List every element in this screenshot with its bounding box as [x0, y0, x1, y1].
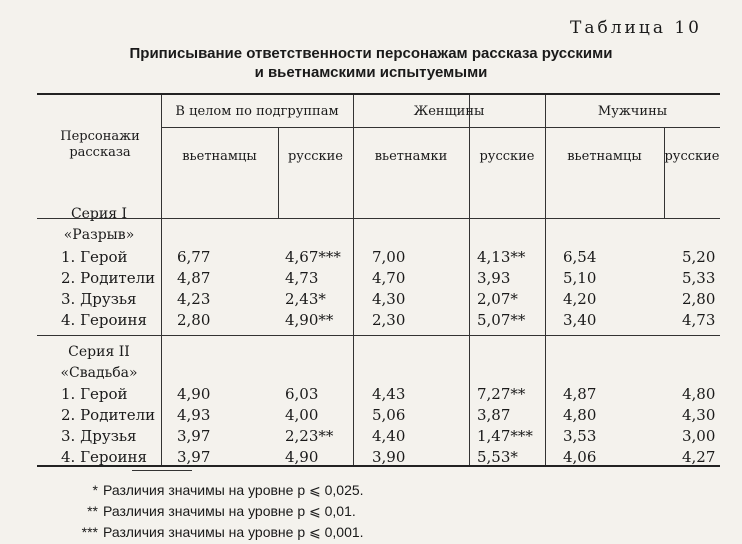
table-cell: 2,80: [682, 290, 716, 308]
table-cell: 5,33: [682, 269, 716, 287]
table-cell: 4,23: [177, 290, 211, 308]
table-cell: 4,20: [563, 290, 597, 308]
table-cell: 3,00: [682, 427, 716, 445]
subcol-header: русские: [664, 149, 720, 164]
footnote-mark: *: [92, 482, 98, 498]
table-cell: 5,53*: [477, 448, 518, 466]
caption-line-1: Приписывание ответственности персонажам рассказа русскими: [129, 45, 613, 62]
table-cell: 4,90: [285, 448, 319, 466]
table-row: [37, 269, 720, 288]
table-cell: 6,77: [177, 248, 211, 266]
table-row: [37, 311, 720, 330]
table-cell: 5,10: [563, 269, 597, 287]
group-header-total: В целом по подгруппам: [175, 104, 339, 119]
footnote-divider: [132, 470, 192, 471]
series-subtitle: «Свадьба»: [60, 365, 138, 381]
table-cell: 4,90**: [285, 311, 334, 329]
table-cell: 4,80: [682, 385, 716, 403]
table-cell: 7,00: [372, 248, 406, 266]
table-cell: 4,43: [372, 385, 406, 403]
series-title: [37, 342, 161, 384]
table-cell: 4,40: [372, 427, 406, 445]
row-label: 2. Родители: [61, 269, 156, 287]
table-cell: 2,43*: [285, 290, 326, 308]
footnote-mark: ***: [81, 524, 98, 540]
table-cell: 4,30: [372, 290, 406, 308]
footnote-mark: **: [87, 503, 98, 519]
table-cell: 4,67***: [285, 248, 341, 266]
footnote-text: Различия значимы на уровне p ⩽ 0,025.: [103, 482, 364, 498]
table-caption: [0, 44, 742, 82]
footnote-text: Различия значимы на уровне p ⩽ 0,01.: [103, 503, 356, 519]
table-cell: 5,06: [372, 406, 406, 424]
subcol-header: русские: [287, 149, 343, 164]
data-table: [37, 93, 720, 467]
table-cell: 3,93: [477, 269, 511, 287]
table-cell: 4,73: [682, 311, 716, 329]
table-cell: 5,07**: [477, 311, 526, 329]
table-row: [37, 290, 720, 309]
table-cell: 4,70: [372, 269, 406, 287]
subcol-header: вьетнамцы: [567, 149, 642, 164]
table-cell: 6,54: [563, 248, 597, 266]
series-name: Серия II: [68, 344, 130, 360]
table-cell: 4,93: [177, 406, 211, 424]
table-cell: 4,80: [563, 406, 597, 424]
table-cell: 2,80: [177, 311, 211, 329]
table-cell: 2,30: [372, 311, 406, 329]
table-cell: 4,13**: [477, 248, 526, 266]
group-header-women: Женщины: [413, 104, 485, 119]
subcol-header: русские: [479, 149, 535, 164]
table-cell: 3,87: [477, 406, 511, 424]
row-header: Персонажи рассказа: [60, 129, 140, 160]
table-cell: 2,07*: [477, 290, 518, 308]
table-cell: 3,40: [563, 311, 597, 329]
series-name: Серия I: [70, 206, 128, 222]
group-header-men: Мужчины: [597, 104, 668, 119]
row-label: 3. Друзья: [61, 290, 137, 308]
row-label: 2. Родители: [61, 406, 156, 424]
table-cell: 4,00: [285, 406, 319, 424]
table-row: [37, 406, 720, 425]
footnote-text: Различия значимы на уровне p ⩽ 0,001.: [103, 524, 364, 540]
table-cell: 4,90: [177, 385, 211, 403]
row-label: 1. Герой: [61, 385, 128, 403]
table-cell: 1,47***: [477, 427, 533, 445]
table-cell: 3,97: [177, 427, 211, 445]
table-cell: 4,73: [285, 269, 319, 287]
table-cell: 4,87: [177, 269, 211, 287]
table-cell: 6,03: [285, 385, 319, 403]
table-cell: 2,23**: [285, 427, 334, 445]
row-label: 4. Героиня: [61, 311, 147, 329]
row-label: 4. Героиня: [61, 448, 147, 466]
table-row: [37, 427, 720, 446]
caption-line-2: и вьетнамскими испытуемыми: [254, 64, 488, 81]
table-cell: 4,30: [682, 406, 716, 424]
table-cell: 5,20: [682, 248, 716, 266]
table-cell: 3,97: [177, 448, 211, 466]
table-cell: 3,53: [563, 427, 597, 445]
table-cell: 3,90: [372, 448, 406, 466]
subcol-header: вьетнамцы: [182, 149, 257, 164]
table-cell: 7,27**: [477, 385, 526, 403]
table-row: [37, 248, 720, 267]
table-row: [37, 448, 720, 467]
series-subtitle: «Разрыв»: [63, 227, 135, 243]
table-cell: 4,27: [682, 448, 716, 466]
series-title: [37, 204, 161, 246]
subcol-header: вьетнамки: [374, 149, 448, 164]
table-row: [37, 385, 720, 404]
table-cell: 4,06: [563, 448, 597, 466]
table-cell: 4,87: [563, 385, 597, 403]
row-label: 1. Герой: [61, 248, 128, 266]
row-label: 3. Друзья: [61, 427, 137, 445]
table-number: Таблица 10: [570, 18, 702, 38]
